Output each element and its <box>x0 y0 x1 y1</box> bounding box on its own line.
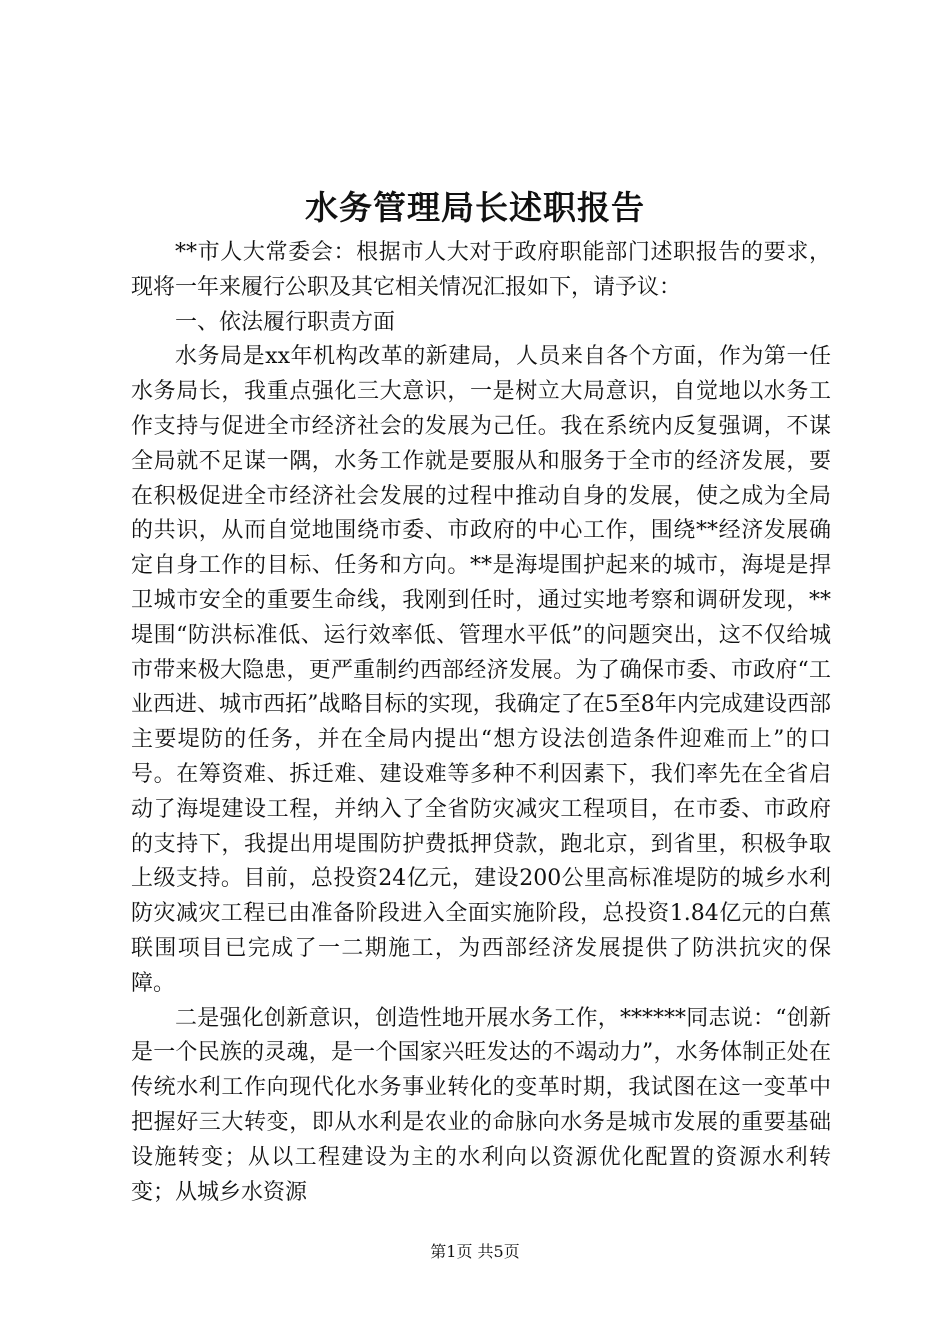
document-title: 水务管理局长述职报告 <box>305 188 645 227</box>
paragraph-body-2: 二是强化创新意识，创造性地开展水务工作，******同志说：“创新是一个民族的灵魂，是一个国家兴旺发达的不竭动力”，水务体制正处在传统水利工作向现代化水务事业转化的变革时期，我试图在这一变革中把握好三大转变，即从水利是农业的命脉向水务是城市发展的重要基础设施转变；从以工程建设为主的水利向以资源优化配置的资源水利转变；从城乡水资源 <box>131 1005 831 1205</box>
page-number: 第1页 共5页 <box>430 1242 520 1261</box>
paragraph-salutation: **市人大常委会：根据市人大对于政府职能部门述职报告的要求，现将一年来履行公职及其它相关情况汇报如下，请予议： <box>131 240 831 300</box>
document-body <box>131 236 831 1210</box>
paragraph-body-1: 水务局是xx年机构改革的新建局，人员来自各个方面，作为第一任水务局长，我重点强化三大意识，一是树立大局意识，自觉地以水务工作支持与促进全市经济社会的发展为己任。我在系统内反复强调，不谋全局就不足谋一隅，水务工作就是要服从和服务于全市的经济发展，要在积极促进全市经济社会发展的过程中推动自身的发展，使之成为全局的共识，从而自觉地围绕市委、市政府的中心工作，围绕**经济发展确定自身工作的目标、任务和方向。**是海堤围护起来的城市，海堤是捍卫城市安全的重要生命线，我刚到任时，通过实地考察和调研发现，**堤围“防洪标准低、运行效率低、管理水平低”的问题突出，这不仅给城市带来极大隐患，更严重制约西部经济发展。为了确保市委、市政府“工业西进、城市西拓”战略目标的实现，我确定了在5至8年内完成建设西部主要堤防的任务，并在全局内提出“想方设法创造条件迎难而上”的口号。在筹资难、拆迁难、建设难等多种不利因素下，我们率先在全省启动了海堤建设工程，并纳入了全省防灾减灾工程项目，在市委、市政府的支持下，我提出用堤围防护费抵押贷款，跑北京，到省里，积极争取上级支持。目前，总投资24亿元，建设200公里高标准堤防的城乡水利防灾减灾工程已由准备阶段进入全面实施阶段，总投资1.84亿元的白蕉联围项目已完成了一二期施工，为西部经济发展提供了防洪抗灾的保障。 <box>131 344 831 996</box>
section-heading: 一、依法履行职责方面 <box>175 309 396 335</box>
